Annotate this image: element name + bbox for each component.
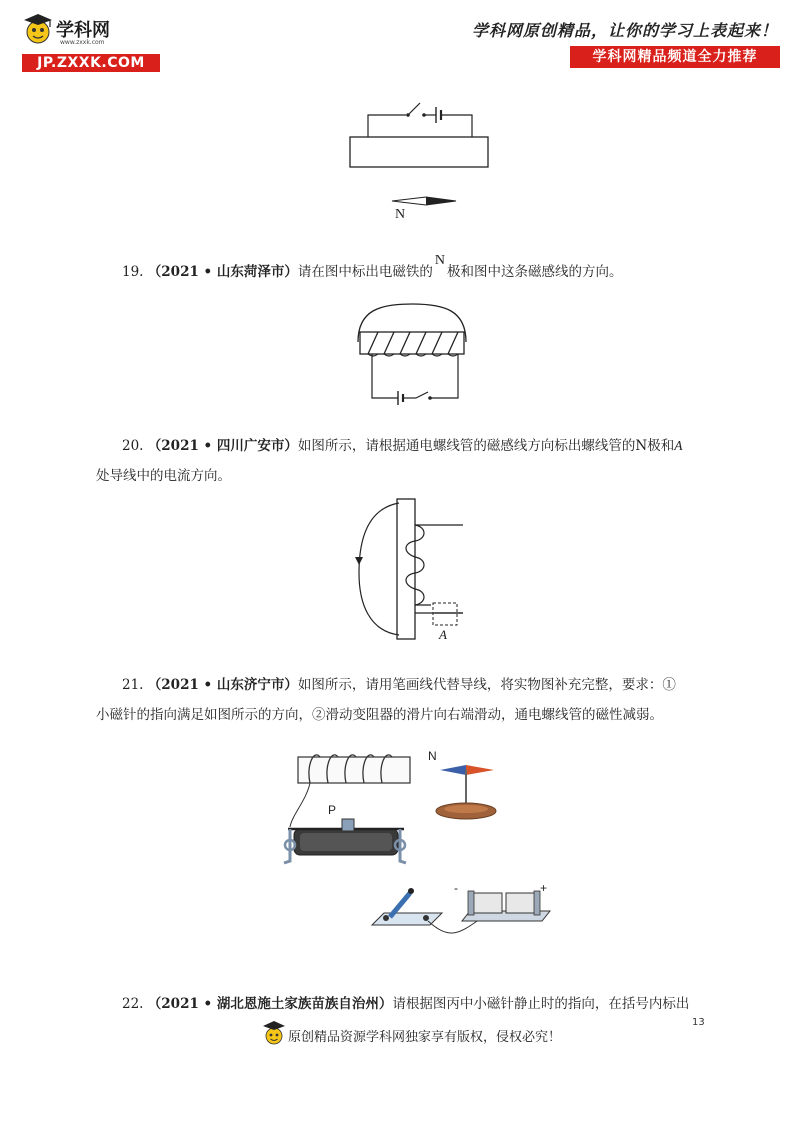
- logo-name: 学科网: [56, 20, 110, 41]
- q19-number: 19.: [122, 264, 144, 280]
- fig21-n-label: N: [428, 749, 437, 763]
- q22-text: 请根据图丙中小磁针静止时的指向，在括号内标出: [392, 996, 690, 1012]
- header-slogan: 学科网原创精品，让你的学习上表起来！: [471, 21, 778, 40]
- copyright-notice: 原创精品资源学科网独家享有版权，侵权必究！: [288, 1030, 562, 1045]
- q21-text-line1: 如图所示，请用笔画线代替导线，将实物图补充完整，要求：①: [297, 677, 676, 693]
- q19-source: （2021 • 山东菏泽市）: [147, 264, 298, 280]
- fig21-p-label: P: [328, 803, 337, 817]
- header-slogan-bar: 学科网精品频道全力推荐: [570, 46, 780, 68]
- question-22: [122, 994, 689, 1014]
- needle-n-label: N: [395, 207, 406, 222]
- figure-physical-circuit: [280, 745, 570, 945]
- figure-solenoid-field-line: [350, 300, 475, 415]
- q19-n-label: N: [434, 253, 446, 268]
- page-header: [0, 0, 800, 80]
- q19-text-a: 请在图中标出电磁铁的: [297, 264, 433, 280]
- q21-number: 21.: [122, 677, 144, 693]
- question-21-line-1: [122, 675, 676, 695]
- logo-url: www.zxxk.com: [60, 39, 105, 46]
- q20-a-label: A: [674, 438, 683, 453]
- q20-number: 20.: [122, 438, 144, 454]
- fig20-a-label: A: [439, 627, 447, 642]
- q21-source: （2021 • 山东济宁市）: [147, 677, 298, 693]
- q22-source: （2021 • 湖北恩施土家族苗族自治州）: [147, 996, 393, 1012]
- q20-text-line1: 如图所示，请根据通电螺线管的磁感线方向标出螺线管的N极和: [297, 438, 675, 454]
- q22-number: 22.: [122, 996, 144, 1012]
- figure-solenoid-vertical: [355, 495, 475, 645]
- question-20-line-2: 处导线中的电流方向。: [96, 468, 231, 484]
- mascot-icon: [262, 1020, 286, 1048]
- logo-mark: [22, 12, 132, 48]
- zxxk-logo: [22, 12, 162, 74]
- q19-text-b: 极和图中这条磁感线的方向。: [447, 264, 623, 280]
- fig21-plus-label: +: [540, 881, 548, 895]
- mascot-icon: [22, 12, 56, 48]
- question-19: [122, 253, 623, 283]
- question-20-line-1: [122, 436, 682, 456]
- q20-source: （2021 • 四川广安市）: [147, 438, 298, 454]
- logo-domain: JP.ZXXK.COM: [22, 54, 160, 72]
- figure-electromagnet-circuit: [340, 95, 500, 235]
- question-21-line-2: 小磁针的指向满足如图所示的方向，②滑动变阻器的滑片向右端滑动，通电螺线管的磁性减弱。: [96, 707, 663, 723]
- page-number: 13: [692, 1017, 705, 1028]
- fig21-minus-label: -: [454, 881, 458, 895]
